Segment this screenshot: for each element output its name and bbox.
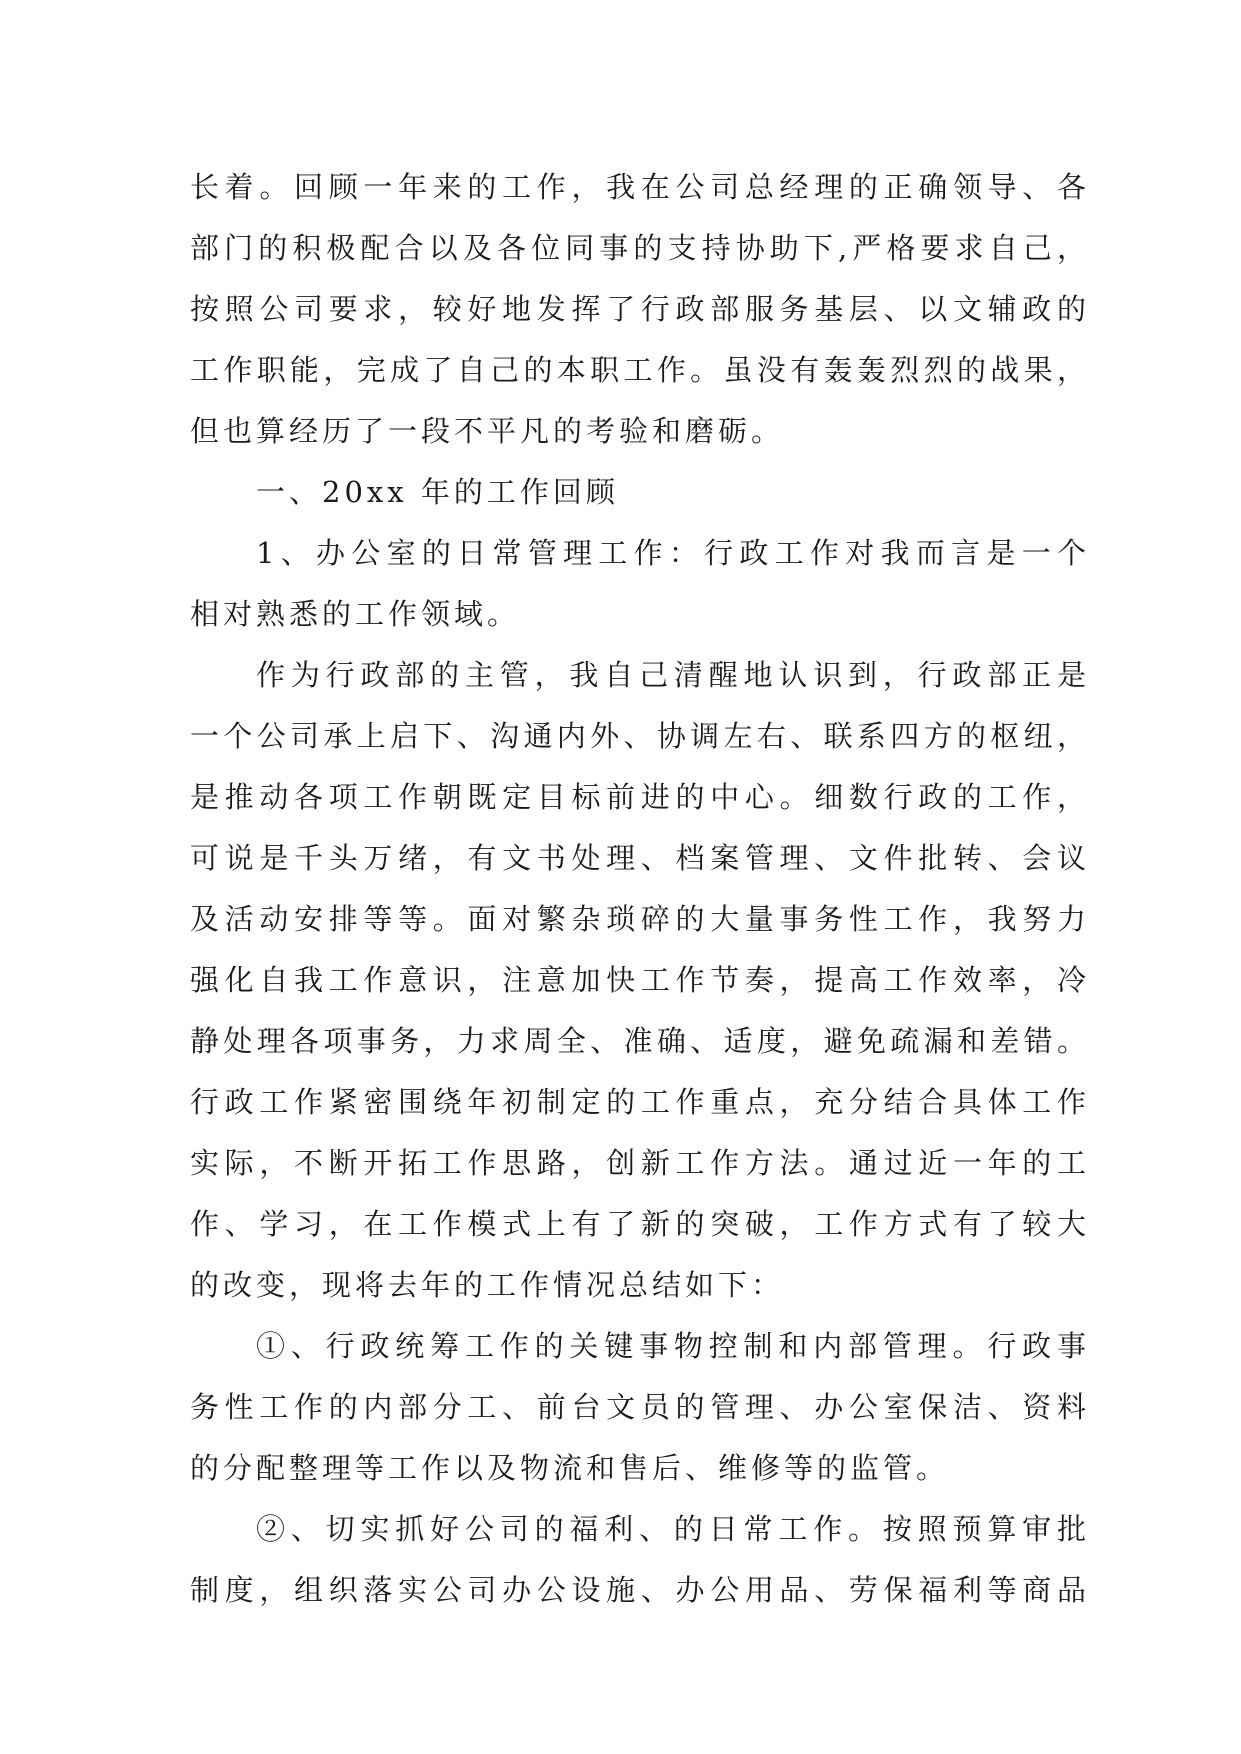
paragraph-line: 强化自我工作意识，注意加快工作节奏，提高工作效率，冷 [190,963,1090,997]
document-body [190,157,1090,1621]
paragraph-line: 但也算经历了一段不平凡的考验和磨砺。 [190,414,785,448]
paragraph-line: 及活动安排等等。面对繁杂琐碎的大量事务性工作，我努力 [190,902,1090,936]
paragraph-line: 务性工作的内部分工、前台文员的管理、办公室保洁、资料 [190,1390,1090,1424]
paragraph-line: 作为行政部的主管，我自己清醒地认识到，行政部正是 [256,658,1090,692]
paragraph-line: 部门的积极配合以及各位同事的支持协助下,严格要求自己， [190,231,1090,265]
section-heading: 一、20xx 年的工作回顾 [256,475,619,509]
paragraph-line: 一个公司承上启下、沟通内外、协调左右、联系四方的枢纽， [190,719,1090,753]
paragraph-line: 静处理各项事务，力求周全、准确、适度，避免疏漏和差错。 [190,1024,1090,1058]
paragraph-line: 长着。回顾一年来的工作，我在公司总经理的正确领导、各 [190,170,1090,204]
paragraph-line: 可说是千头万绪，有文书处理、档案管理、文件批转、会议 [190,841,1090,875]
paragraph-line: 实际，不断开拓工作思路，创新工作方法。通过近一年的工 [190,1146,1090,1180]
paragraph-line: ①、行政统筹工作的关键事物控制和内部管理。行政事 [256,1329,1090,1363]
paragraph-line: 按照公司要求，较好地发挥了行政部服务基层、以文辅政的 [190,292,1090,326]
paragraph-line: ②、切实抓好公司的福利、的日常工作。按照预算审批 [256,1512,1090,1546]
paragraph-line: 相对熟悉的工作领域。 [190,597,521,631]
paragraph-line: 作、学习，在工作模式上有了新的突破，工作方式有了较大 [190,1207,1090,1241]
paragraph-line: 行政工作紧密围绕年初制定的工作重点，充分结合具体工作 [190,1085,1090,1119]
paragraph-line: 工作职能，完成了自己的本职工作。虽没有轰轰烈烈的战果， [190,353,1090,387]
paragraph-line: 制度，组织落实公司办公设施、办公用品、劳保福利等商品 [190,1573,1090,1607]
paragraph-line: 是推动各项工作朝既定目标前进的中心。细数行政的工作， [190,780,1090,814]
paragraph-line: 的改变，现将去年的工作情况总结如下： [190,1268,785,1302]
paragraph-line: 的分配整理等工作以及物流和售后、维修等的监管。 [190,1451,950,1485]
paragraph-line: 1、办公室的日常管理工作：行政工作对我而言是一个 [256,536,1090,570]
